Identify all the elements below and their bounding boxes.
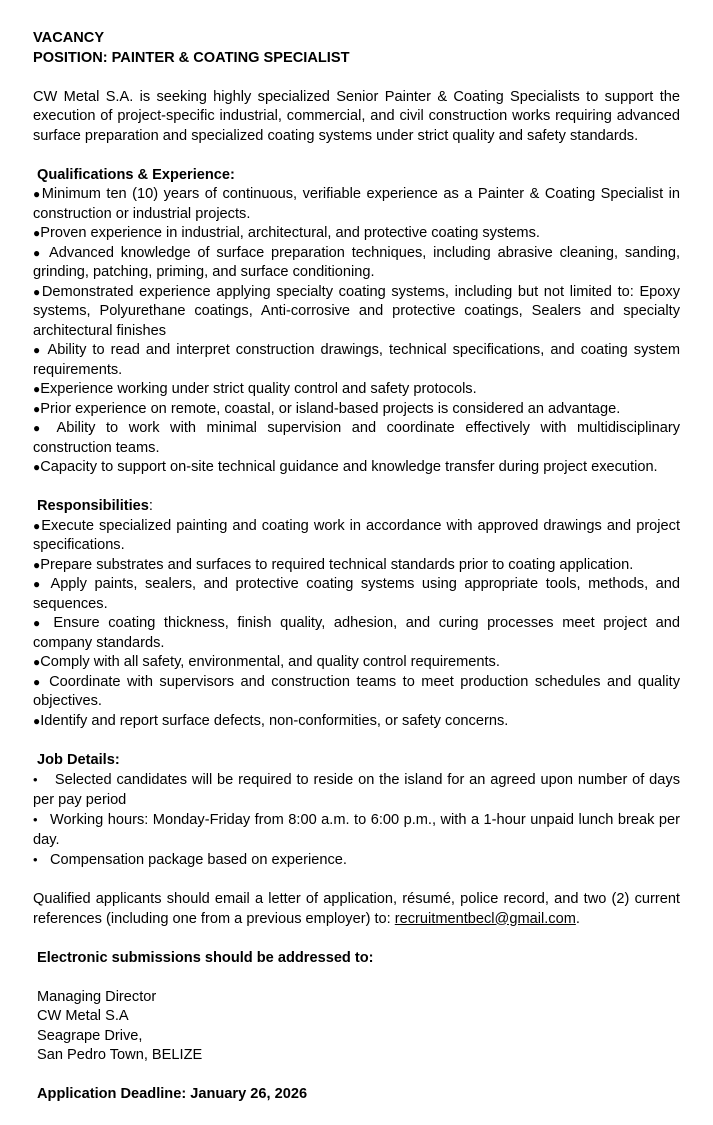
- bullet-icon: •: [33, 772, 38, 787]
- responsibilities-list: [33, 517, 680, 732]
- list-item-text: Identify and report surface defects, non-conformities, or safety concerns.: [40, 712, 509, 729]
- bullet-icon: ●: [33, 245, 44, 260]
- responsibilities-heading: [33, 497, 680, 517]
- application-text: Qualified applicants should email a letter of application, résumé, police record, and two (2) current references (including one from a previous employer) to:: [33, 891, 680, 927]
- bullet-icon: ●: [33, 616, 45, 630]
- spacer: [33, 731, 680, 751]
- job-details-list: [33, 770, 680, 871]
- bullet-icon: ●: [33, 382, 41, 396]
- bullet-icon: ●: [33, 655, 41, 669]
- list-item-text: Selected candidates will be required to reside on the island for an agreed upon number of days per pay period: [33, 772, 680, 808]
- bullet-icon: ●: [33, 421, 47, 435]
- list-item-text: Ability to work with minimal supervision and coordinate effectively with multidisciplinary construction teams.: [33, 420, 681, 456]
- list-item: [33, 556, 680, 576]
- list-item: [33, 575, 680, 614]
- spacer: [33, 929, 680, 949]
- qualifications-heading: Qualifications & Experience:: [37, 166, 235, 183]
- list-item: [33, 400, 680, 420]
- list-item: [33, 614, 680, 653]
- heading-colon: :: [148, 498, 153, 514]
- qualifications-list: [33, 185, 680, 478]
- bullet-icon: •: [33, 812, 38, 827]
- list-item: [33, 419, 680, 458]
- list-item: [33, 810, 680, 850]
- bullet-icon: ●: [33, 226, 41, 240]
- list-item-text: Working hours: Monday-Friday from 8:00 a.m. to 6:00 p.m., with a 1-hour unpaid lunch break per day.: [33, 812, 680, 848]
- bullet-icon: ●: [33, 343, 43, 357]
- list-item-text: Ability to read and interpret construction drawings, technical specifications, and coating system requirements.: [33, 342, 681, 378]
- spacer: [33, 1066, 680, 1086]
- bullet-icon: ●: [33, 460, 41, 474]
- address-line-recipient: Managing Director: [37, 988, 157, 1005]
- list-item: [33, 224, 680, 244]
- bullet-icon: ●: [33, 284, 42, 299]
- application-deadline: Application Deadline: January 26, 2026: [37, 1086, 308, 1102]
- spacer: [33, 146, 680, 166]
- spacer: [33, 871, 680, 891]
- address-line-company: CW Metal S.A: [37, 1008, 129, 1024]
- bullet-icon: ●: [33, 713, 41, 728]
- list-item: [33, 244, 680, 283]
- intro-paragraph: CW Metal S.A. is seeking highly specialized Senior Painter & Coating Specialists to support the execution of project-specific industrial, commercial, and civil construction works requiring advanced surface preparation and specialized coating systems under strict quality and safety standards.: [33, 88, 680, 144]
- list-item-text: Prepare substrates and surfaces to required technical standards prior to coating application.: [40, 556, 634, 573]
- list-item-text: Comply with all safety, environmental, and quality control requirements.: [40, 654, 500, 670]
- list-item-text: Execute specialized painting and coating work in accordance with approved drawings and project specifications.: [33, 517, 680, 553]
- list-item-text: Experience working under strict quality control and safety protocols.: [40, 381, 477, 397]
- list-item-text: Demonstrated experience applying specialty coating systems, including but not limited to: Epoxy systems, Polyurethane coatings, Anti-corrosive and protective coatings, Sealers and specialty architectural finishes: [33, 283, 681, 339]
- list-item-text: Proven experience in industrial, architectural, and protective coating systems.: [40, 225, 540, 241]
- list-item: [33, 185, 680, 224]
- bullet-icon: •: [33, 852, 38, 867]
- position-title: POSITION: PAINTER & COATING SPECIALIST: [33, 49, 350, 66]
- list-item: [33, 673, 680, 712]
- vacancy-label: VACANCY: [33, 30, 105, 46]
- list-item-text: Minimum ten (10) years of continuous, verifiable experience as a Painter & Coating Specialist in construction or industrial projects.: [33, 186, 680, 222]
- email-link[interactable]: recruitmentbecl@gmail.com: [394, 910, 576, 927]
- list-item-text: Apply paints, sealers, and protective coating systems using appropriate tools, methods, and sequences.: [33, 576, 681, 612]
- list-item: [33, 341, 680, 380]
- list-item-text: Capacity to support on-site technical guidance and knowledge transfer during project execution.: [40, 459, 658, 475]
- list-item-text: Prior experience on remote, coastal, or island-based projects is considered an advantage.: [40, 400, 621, 417]
- bullet-icon: ●: [33, 518, 42, 533]
- bullet-icon: ●: [33, 187, 42, 201]
- bullet-icon: ●: [33, 401, 41, 416]
- spacer: [33, 478, 680, 498]
- bullet-icon: ●: [33, 557, 41, 572]
- spacer: [33, 968, 680, 988]
- list-item: [33, 770, 680, 810]
- application-end: .: [575, 910, 580, 927]
- spacer: [33, 68, 680, 88]
- list-item: [33, 283, 680, 342]
- list-item: [33, 458, 680, 478]
- list-item: [33, 712, 680, 732]
- bullet-icon: ●: [33, 577, 44, 591]
- list-item-text: Advanced knowledge of surface preparation techniques, including abrasive cleaning, sanding, grinding, patching, priming, and surface conditioning.: [33, 244, 681, 280]
- bullet-icon: ●: [33, 674, 43, 689]
- address-block: [33, 988, 680, 1066]
- submission-heading: Electronic submissions should be addressed to:: [37, 949, 374, 966]
- list-item: [33, 380, 680, 400]
- application-paragraph: [33, 890, 680, 929]
- list-item: [33, 850, 680, 871]
- list-item: [33, 653, 680, 673]
- responsibilities-heading-text: Responsibilities: [37, 498, 149, 514]
- list-item-text: Compensation package based on experience.: [50, 852, 347, 868]
- list-item-text: Ensure coating thickness, finish quality, adhesion, and curing processes meet project and company standards.: [33, 615, 680, 651]
- list-item-text: Coordinate with supervisors and construction teams to meet production schedules and quality objectives.: [33, 673, 681, 709]
- address-line-street: Seagrape Drive,: [37, 1027, 143, 1044]
- list-item: [33, 517, 680, 556]
- job-details-heading: Job Details:: [37, 751, 120, 768]
- address-line-town: San Pedro Town, BELIZE: [37, 1047, 203, 1063]
